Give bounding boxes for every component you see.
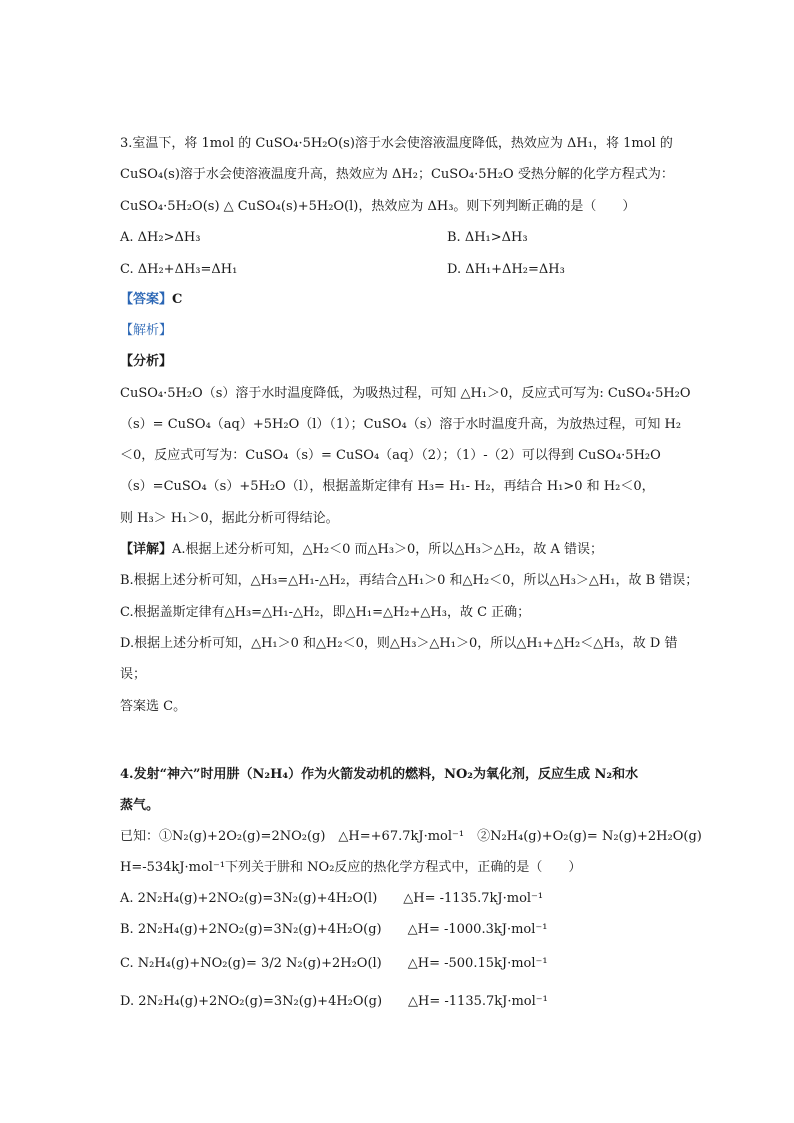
q4-option-b: B. 2N₂H₄(g)+2NO₂(g)=3N₂(g)+4H₂O(g) △H= -1000.3kJ·mol⁻¹: [120, 922, 548, 937]
q3-analysis-line-4: （s）=CuSO₄（s）+5H₂O（l），根据盖斯定律有 H₃= H₁- H₂，再结合 H₁>0 和 H₂＜0，: [120, 479, 655, 494]
q3-analysis-line-5: 则 H₃＞ H₁＞0，据此分析可得结论。: [120, 511, 339, 526]
q3-option-b: B. ΔH₁>ΔH₃: [447, 230, 528, 245]
q4-stem-line-4: H=-534kJ·mol⁻¹下列关于肼和 NO₂反应的热化学方程式中，正确的是（ ）: [120, 860, 582, 875]
q4-option-d: D. 2N₂H₄(g)+2NO₂(g)=3N₂(g)+4H₂O(g) △H= -1135.7kJ·mol⁻¹: [120, 994, 548, 1009]
q4-option-c: C. N₂H₄(g)+NO₂(g)= 3/2 N₂(g)+2H₂O(l) △H= -500.15kJ·mol⁻¹: [120, 956, 548, 971]
q3-detail-line-1: A.根据上述分析可知，△H₂＜0 而△H₃＞0，所以△H₃＞△H₂，故 A 错误；: [172, 542, 604, 557]
q3-stem-line-1: 3.室温下，将 1mol 的 CuSO₄·5H₂O(s)溶于水会使溶液温度降低，热效应为 ΔH₁，将 1mol 的: [120, 136, 673, 151]
fenxi-tag: 【分析】: [120, 354, 173, 369]
answer-tag: 【答案】: [120, 292, 173, 307]
xiangjie-tag: 【详解】: [120, 542, 173, 557]
q3-option-a: A. ΔH₂>ΔH₃: [120, 230, 201, 245]
q3-detail-row-1: [120, 541, 603, 559]
q3-stem-line-3: CuSO₄·5H₂O(s) △ CuSO₄(s)+5H₂O(l)，热效应为 ΔH₃。则下列判断正确的是（ ）: [120, 199, 636, 214]
answer-value: C: [172, 292, 183, 307]
q4-known-line: 已知：①N₂(g)+2O₂(g)=2NO₂(g) △H=+67.7kJ·mol⁻¹ ②N₂H₄(g)+O₂(g)= N₂(g)+2H₂O(g): [120, 829, 702, 844]
q4-stem-line-1: 4.发射“神六”时用肼（N₂H₄）作为火箭发动机的燃料，NO₂为氧化剂，反应生成 N₂和水: [120, 767, 639, 782]
q3-stem-line-2: CuSO₄(s)溶于水会使溶液温度升高，热效应为 ΔH₂；CuSO₄·5H₂O 受热分解的化学方程式为：: [120, 167, 674, 182]
q4-stem-line-2: 蒸气。: [120, 798, 160, 813]
q4-option-a: A. 2N₂H₄(g)+2NO₂(g)=3N₂(g)+4H₂O(l) △H= -1135.7kJ·mol⁻¹: [120, 891, 544, 906]
q3-detail-line-4: D.根据上述分析可知，△H₁＞0 和△H₂＜0，则△H₃＞△H₁＞0，所以△H₁+△H₂＜△H₃，故 D 错: [120, 636, 678, 651]
q3-analysis-line-2: （s）= CuSO₄（aq）+5H₂O（l）（1）；CuSO₄（s）溶于水时温度升高，为放热过程，可知 H₂: [120, 417, 682, 432]
q3-detail-line-2: B.根据上述分析可知，△H₃=△H₁-△H₂，再结合△H₁＞0 和△H₂＜0，所以△H₃＞△H₁，故 B 错误；: [120, 573, 699, 588]
q3-detail-line-5: 误；: [120, 667, 147, 682]
q3-analysis-line-1: CuSO₄·5H₂O（s）溶于水时温度降低，为吸热过程，可知 △H₁＞0，反应式可写为: CuSO₄·5H₂O: [120, 386, 691, 401]
jiexi-tag: 【解析】: [120, 323, 173, 338]
q3-detail-line-3: C.根据盖斯定律有△H₃=△H₁-△H₂，即△H₁=△H₂+△H₃，故 C 正确；: [120, 605, 531, 620]
q3-option-c: C. ΔH₂+ΔH₃=ΔH₁: [120, 262, 238, 277]
q3-analysis-line-3: ＜0，反应式可写为：CuSO₄（s）= CuSO₄（aq）（2）；（1）-（2）可以得到 CuSO₄·5H₂O: [120, 448, 661, 463]
q3-answer-row: [120, 291, 182, 309]
q3-final-answer: 答案选 C。: [120, 699, 187, 714]
q3-option-d: D. ΔH₁+ΔH₂=ΔH₃: [447, 262, 565, 277]
